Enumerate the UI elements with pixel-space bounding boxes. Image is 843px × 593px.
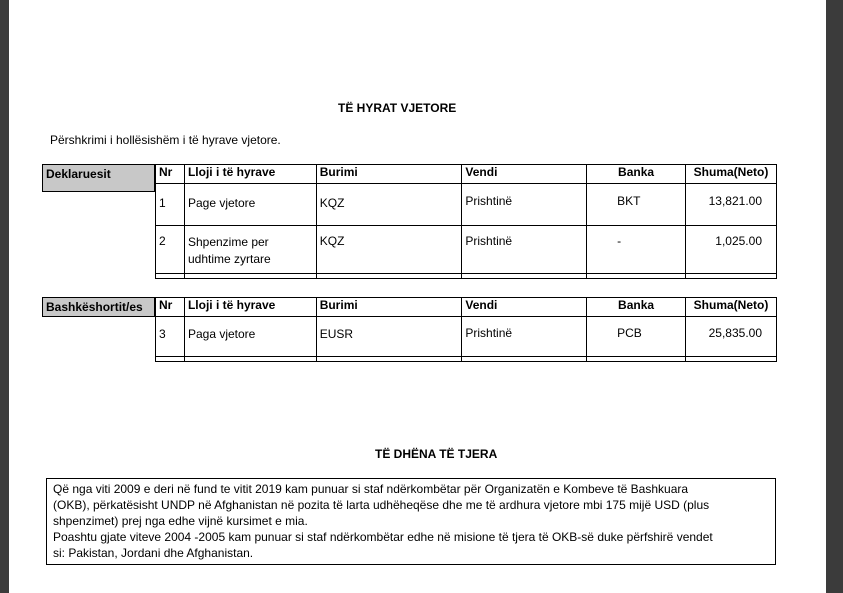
cell-place: Prishtinë xyxy=(462,226,587,274)
cell-place: Prishtinë xyxy=(462,317,587,357)
cell-bank: BKT xyxy=(587,184,686,226)
header-place: Vendi xyxy=(462,165,587,184)
section-label-declarant: Deklaruesit xyxy=(42,164,155,192)
cell-source: KQZ xyxy=(316,226,462,274)
cell-nr: 3 xyxy=(156,317,185,357)
cell-bank: - xyxy=(587,226,686,274)
note-line: si: Pakistan, Jordani dhe Afghanistan. xyxy=(53,546,254,560)
income-table-declarant xyxy=(155,164,777,279)
document-title: TË HYRAT VJETORE xyxy=(338,101,457,115)
header-amount: Shuma(Neto) xyxy=(685,298,776,317)
header-place: Vendi xyxy=(462,298,587,317)
note-line: shpenzimet) prej nga edhe vijnë kursimet e mia. xyxy=(53,514,308,528)
cell-type: Page vjetore xyxy=(184,184,316,226)
header-bank: Banka xyxy=(587,298,686,317)
cell-type: Shpenzime per udhtime zyrtare xyxy=(184,226,316,274)
cell-nr: 2 xyxy=(156,226,185,274)
header-type: Lloji i të hyrave xyxy=(184,298,316,317)
other-data-title: TË DHËNA TË TJERA xyxy=(375,447,498,461)
cell-nr: 1 xyxy=(156,184,185,226)
table-header-row xyxy=(156,298,777,317)
header-source: Burimi xyxy=(316,298,462,317)
cell-place: Prishtinë xyxy=(462,184,587,226)
table-row xyxy=(156,184,777,226)
table-header-row xyxy=(156,165,777,184)
note-line: (OKB), përkatësisht UNDP në Afghanistan në pozita të larta udhëheqëse dhe me të ardhura vjetore mbi 175 mijë USD (plus xyxy=(53,498,710,512)
header-nr: Nr xyxy=(156,298,185,317)
cell-amount: 25,835.00 xyxy=(685,317,776,357)
header-bank: Banka xyxy=(587,165,686,184)
header-nr: Nr xyxy=(156,165,185,184)
table-row xyxy=(156,226,777,274)
viewer-left-margin xyxy=(0,0,9,593)
note-line: Që nga viti 2009 e deri në fund te vitit 2019 kam punuar si staf ndërkombëtar për Organizatën e Kombeve të Bashkuara xyxy=(53,482,689,496)
table-row xyxy=(156,317,777,357)
header-type: Lloji i të hyrave xyxy=(184,165,316,184)
table-footer-row xyxy=(156,274,777,279)
cell-bank: PCB xyxy=(587,317,686,357)
cell-source: EUSR xyxy=(316,317,462,357)
section-label-spouse: Bashkëshortit/es xyxy=(42,297,155,317)
table-footer-row xyxy=(156,357,777,362)
viewer-scrollbar[interactable] xyxy=(826,0,843,593)
cell-type: Paga vjetore xyxy=(184,317,316,357)
cell-amount: 13,821.00 xyxy=(686,184,777,226)
note-line: Poashtu gjate viteve 2004 -2005 kam punuar si staf ndërkombëtar edhe në misione të tjera të OKB-së duke përfshirë vendet xyxy=(53,530,713,544)
cell-amount: 1,025.00 xyxy=(686,226,777,274)
other-data-box xyxy=(46,478,776,565)
document-subtitle: Përshkrimi i hollësishëm i të hyrave vjetore. xyxy=(50,133,281,147)
cell-source: KQZ xyxy=(316,184,462,226)
header-source: Burimi xyxy=(316,165,462,184)
income-table-spouse xyxy=(155,297,777,362)
header-amount: Shuma(Neto) xyxy=(686,165,777,184)
